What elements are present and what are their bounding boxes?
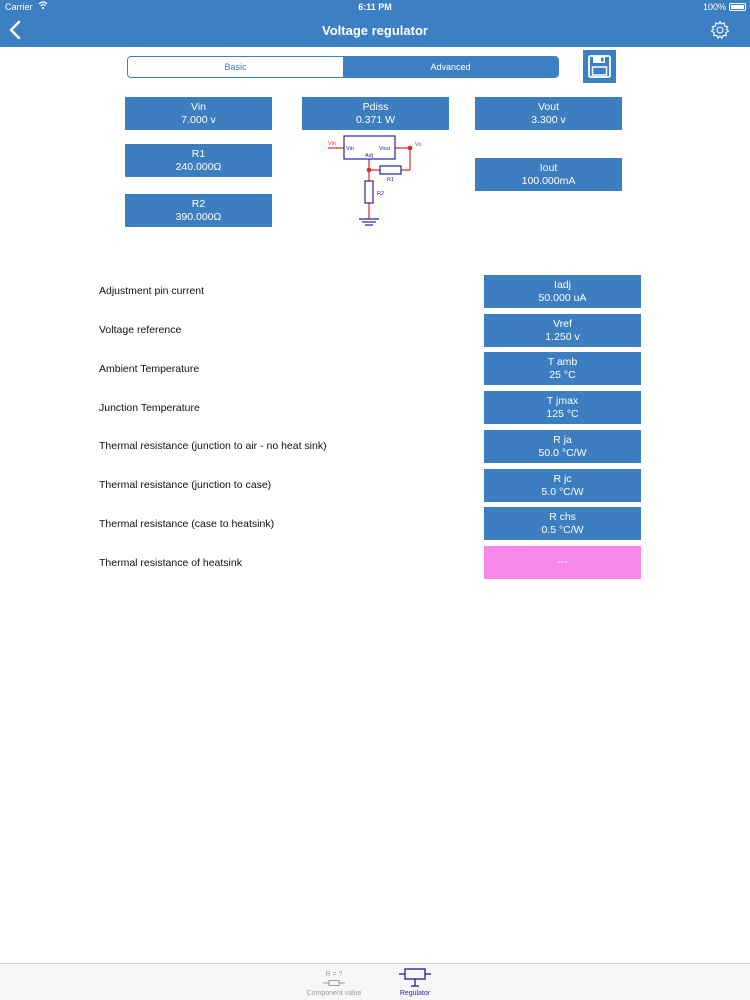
vref-label: Vref [553, 318, 572, 330]
circuit-r2-label: R2 [377, 191, 385, 197]
tjmax-label: T jmax [546, 395, 579, 407]
page-title: Voltage regulator [322, 23, 428, 38]
mode-segmented-control [127, 56, 559, 78]
basic-segment[interactable]: Basic [128, 57, 343, 77]
rchs-value: 0.5 °C/W [541, 524, 584, 536]
save-button[interactable] [583, 50, 616, 83]
rjc-tile[interactable] [484, 469, 641, 502]
r2-label: R2 [191, 198, 206, 210]
clock: 6:11 PM [358, 2, 392, 12]
tab-bar [0, 963, 750, 1000]
circuit-r1-label: R1 [387, 177, 395, 183]
vref-value: 1.250 v [545, 331, 580, 343]
tjmax-tile[interactable] [484, 391, 641, 424]
rchs-tile[interactable] [484, 507, 641, 540]
param-label-rja: Thermal resistance (junction to air - no heat sink) [99, 440, 327, 452]
vin-value: 7.000 v [181, 114, 216, 126]
rchs-label: R chs [549, 511, 576, 523]
circuit-vin-pin-label: Vin [328, 141, 336, 147]
r2-value: 390.000Ω [175, 211, 222, 223]
heatsink-result-value: --- [557, 556, 568, 568]
pdiss-tile[interactable] [302, 97, 449, 130]
tab-component-value[interactable] [294, 964, 374, 1000]
vref-tile[interactable] [484, 314, 641, 347]
settings-button[interactable] [710, 20, 730, 40]
r2-tile[interactable] [125, 194, 272, 227]
tamb-label: T amb [547, 356, 578, 368]
circuit-vo-label: Vo [415, 142, 422, 148]
param-label-rchs: Thermal resistance (case to heatsink) [99, 518, 275, 530]
rja-tile[interactable] [484, 430, 641, 463]
rja-label: R ja [553, 434, 572, 446]
floppy-disk-icon [583, 50, 616, 83]
rjc-label: R jc [553, 473, 572, 485]
tab-regulator[interactable] [375, 964, 455, 1000]
status-bar [0, 0, 750, 14]
vout-tile[interactable] [475, 97, 622, 130]
rjc-value: 5.0 °C/W [541, 486, 584, 498]
circuit-ic-vout-label: Vout [379, 146, 391, 152]
vin-label: Vin [191, 101, 206, 113]
tamb-tile[interactable] [484, 352, 641, 385]
param-label-voltage-reference: Voltage reference [99, 324, 182, 336]
navigation-bar [0, 0, 750, 47]
vin-tile[interactable] [125, 97, 272, 130]
iout-label: Iout [539, 162, 558, 174]
pdiss-label: Pdiss [362, 101, 389, 113]
vout-value: 3.300 v [531, 114, 566, 126]
resistor-icon [294, 967, 374, 989]
heatsink-result-tile[interactable] [484, 546, 641, 579]
r1-tile[interactable] [125, 144, 272, 177]
param-label-heatsink-resistance: Thermal resistance of heatsink [99, 557, 242, 569]
param-label-ambient-temperature: Ambient Temperature [99, 363, 200, 375]
tab-component-label: Component value [306, 990, 362, 997]
iadj-tile[interactable] [484, 275, 641, 308]
iadj-value: 50.000 uA [538, 292, 587, 304]
iadj-label: Iadj [554, 279, 571, 291]
advanced-segment[interactable]: Advanced [343, 57, 558, 77]
carrier-label: Carrier [5, 2, 33, 12]
regulator-icon [375, 967, 455, 989]
param-label-adjustment-pin-current: Adjustment pin current [99, 285, 205, 297]
tab-component-icon-text: R = ? [325, 971, 343, 978]
gear-icon [710, 20, 730, 40]
vout-label: Vout [537, 101, 560, 113]
r1-resistor [380, 166, 401, 174]
r1-label: R1 [191, 148, 206, 160]
param-label-junction-temperature: Junction Temperature [99, 402, 200, 414]
iout-value: 100.000mA [521, 175, 576, 187]
rja-value: 50.0 °C/W [538, 447, 587, 459]
battery-icon [729, 3, 746, 11]
pdiss-value: 0.371 W [355, 114, 396, 126]
r2-resistor [365, 181, 373, 203]
tjmax-value: 125 °C [546, 408, 579, 420]
regulator-circuit-diagram [326, 133, 430, 235]
iout-tile[interactable] [475, 158, 622, 191]
circuit-ic-vin-label: Vin [346, 146, 354, 152]
tab-regulator-label: Regulator [399, 990, 431, 997]
tamb-value: 25 °C [549, 369, 576, 381]
r1-value: 240.000Ω [175, 161, 222, 173]
battery-percentage: 100% [702, 2, 726, 12]
circuit-adj-label: Adj [365, 153, 373, 159]
param-label-rjc: Thermal resistance (junction to case) [99, 479, 272, 491]
